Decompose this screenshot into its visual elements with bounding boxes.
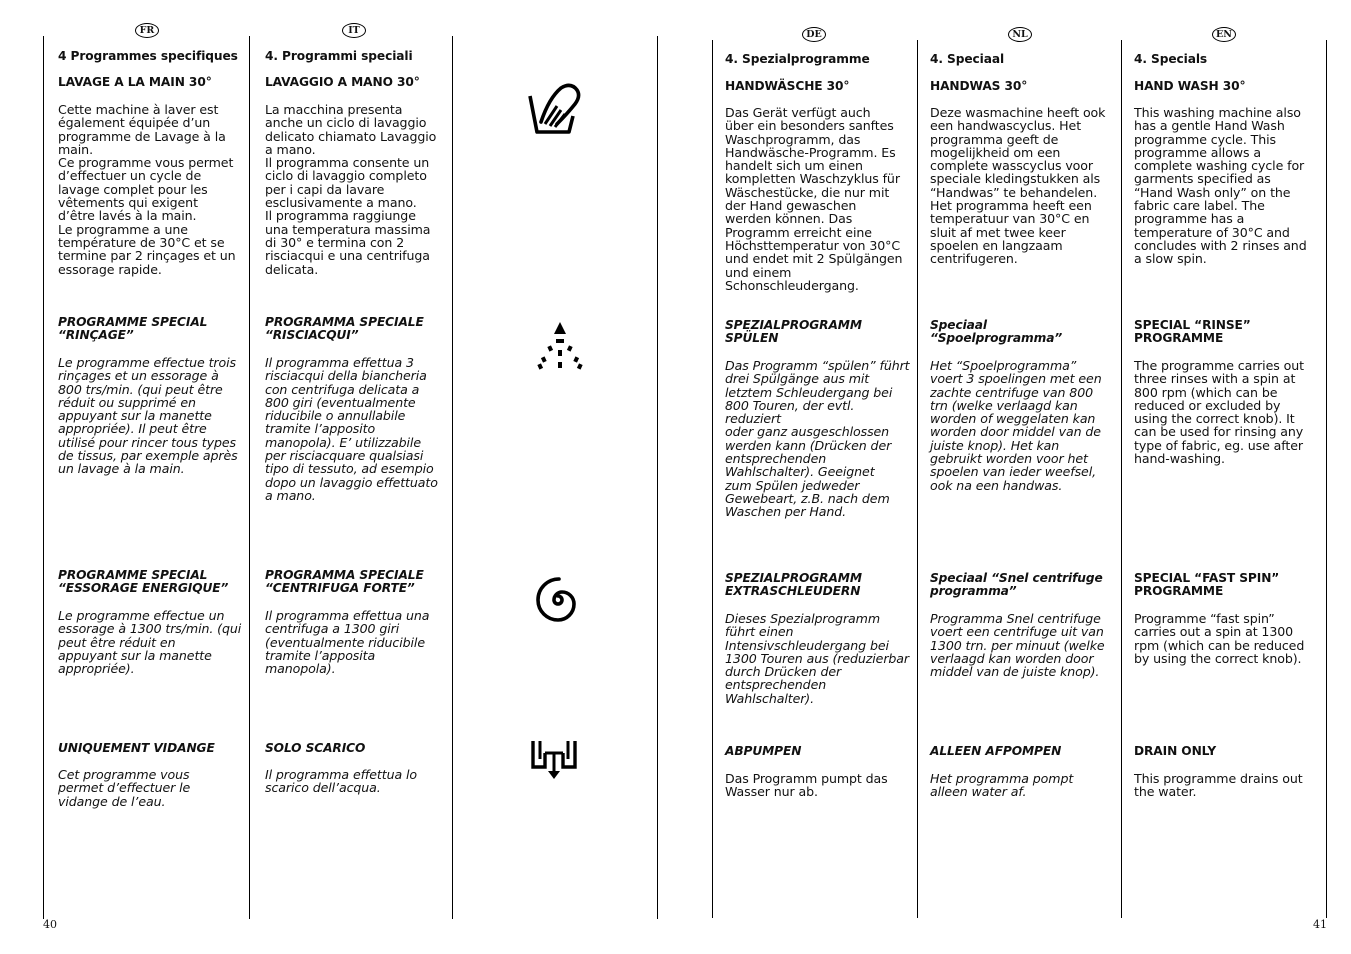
drain-text: Cet programme vous permet d’effectuer le vidange de l’eau.	[58, 767, 191, 809]
section-title: 4. Speciaal	[930, 52, 1005, 66]
rinse-text: Das Programm “spülen” führt drei Spülgänge aus mit letztem Schleudergang bei 800 Touren, der evtl. reduziert oder ganz ausgeschlossen werden kann (Drücken der entsprechenden Wahlschalter). Geeignet zum Spülen jedweder Gewebeart, z.B. nach dem Waschen per Hand.	[725, 358, 910, 520]
spin-text: Dieses Spezialprogramm führt einen Intensivschleudergang bei 1300 Touren aus (reduzierbar durch Drücken der entsprechenden Wahlschalter).	[725, 611, 909, 706]
column-nl	[930, 0, 1117, 954]
page-fold-divider	[657, 36, 658, 919]
section-title: 4. Spezialprogramme	[725, 52, 870, 66]
rinse-icon	[536, 320, 584, 372]
drain-text: This programme drains out the water.	[1134, 771, 1303, 800]
drain-text: Das Programm pumpt das Wasser nur ab.	[725, 771, 888, 800]
drain-text: Il programma effettua lo scarico dell’acqua.	[265, 767, 417, 796]
rinse-heading: Speciaal “Spoelprogramma”	[930, 318, 1063, 346]
rinse-text: Le programme effectue trois rinçages et un essorage à 800 trs/min. (qui peut être réduit ou supprimé en appuyant sur la manette appropriée). Il peut être utilisé pour rincer tous types de tissus, par exemple après un lavage à la main.	[58, 355, 238, 477]
spin-heading: SPEZIALPROGRAMM EXTRASCHLEUDERN	[725, 571, 862, 599]
hand-wash-text: Das Gerät verfügt auch über ein besonders sanftes Waschprogramm, das Handwäsche-Programm. Es handelt sich um einen kompletten Waschzyklus für Wäschestücke, die nur mit der Hand gewaschen werden können. Das Programm erreicht eine Höchsttemperatur von 30°C und endet mit 2 Spülgängen und einem Schonschleudergang.	[725, 105, 903, 293]
drain-heading: UNIQUEMENT VIDANGE	[58, 741, 215, 755]
spin-text: Le programme effectue un essorage à 1300 trs/min. (qui peut être réduit en appuyant sur la manette appropriée).	[58, 608, 242, 677]
drain-heading: ALLEEN AFPOMPEN	[930, 744, 1062, 758]
language-flag-en: EN	[1212, 27, 1236, 42]
spin-icon	[533, 575, 583, 625]
hand-wash-heading: HAND WASH 30°	[1134, 79, 1246, 93]
hand-wash-heading: HANDWÄSCHE 30°	[725, 79, 850, 93]
language-flag-de: DE	[802, 27, 826, 42]
column-divider	[452, 36, 453, 919]
hand-wash-heading: LAVAGGIO A MANO 30°	[265, 75, 420, 89]
spin-heading: PROGRAMME SPECIAL “ESSORAGE ENERGIQUE”	[58, 568, 229, 596]
language-flag-it: IT	[342, 23, 366, 38]
hand-wash-text: This washing machine also has a gentle Hand Wash programme cycle. This programme allows a complete washing cycle for garments specified as “Hand Wash only” on the fabric care label. The programme has a temperature of 30°C and concludes with 2 rinses and a slow spin.	[1134, 105, 1307, 267]
hand-wash-text: Cette machine à laver est également équipée d’un programme de Lavage à la main. Ce programme vous permet d’effectuer un cycle de lavage complet pour les vêtements qui exigent d’être lavés à la main. Le programme a une température de 30°C et se termine par 2 rinçages et un essorage rapide.	[58, 102, 236, 277]
rinse-text: Il programma effettua 3 risciacqui della biancheria con centrifuga delicata a 800 giri (eventualmente riducibile o annullabile tramite l’apposito manopola). E’ utilizzabile per risciacquare qualsiasi tipo di tessuto, ad esempio dopo un lavaggio effettuato a mano.	[265, 355, 438, 503]
hand-wash-heading: HANDWAS 30°	[930, 79, 1028, 93]
language-flag-nl: NL	[1008, 27, 1032, 42]
hand-wash-icon	[527, 80, 583, 140]
language-flag-fr: FR	[135, 23, 159, 38]
column-de	[725, 0, 912, 954]
rinse-heading: SPEZIALPROGRAMM SPÜLEN	[725, 318, 862, 346]
rinse-heading: PROGRAMMA SPECIALE “RISCIACQUI”	[265, 315, 424, 343]
rinse-text: Het “Spoelprogramma” voert 3 spoelingen met een zachte centrifuge van 800 trn (welke verlaagd kan worden of weggelaten kan worden door middel van de juiste knop). Het kan gebruikt worden voor het spoelen van ieder weefsel, ook na een handwas.	[930, 358, 1102, 493]
hand-wash-text: La macchina presenta anche un ciclo di lavaggio delicato chiamato Lavaggio a mano. Il programma consente un ciclo di lavaggio completo per i capi da lavare esclusivamente a mano. Il programma raggiunge una temperatura massima di 30° e termina con 2 risciacqui e una centrifuga delicata.	[265, 102, 437, 277]
page-number-left: 40	[43, 918, 57, 931]
column-divider	[1121, 40, 1122, 918]
section-title: 4. Programmi speciali	[265, 49, 413, 63]
rinse-heading: PROGRAMME SPECIAL “RINÇAGE”	[58, 315, 208, 343]
spin-text: Programma Snel centrifuge voert een centrifuge uit van 1300 trn. per minuut (welke verlaagd kan worden door middel van de juiste knop).	[930, 611, 1105, 680]
drain-text: Het programma pompt alleen water af.	[930, 771, 1074, 800]
drain-heading: DRAIN ONLY	[1134, 744, 1217, 758]
column-it	[265, 0, 447, 954]
column-divider	[249, 36, 250, 919]
hand-wash-text: Deze wasmachine heeft ook een handwascyclus. Het programma geeft de mogelijkheid om een complete wasscyclus voor speciale kledingstukken als “Handwas” te behandelen. Het programma heeft een temperatuur van 30°C en sluit af met twee keer spoelen en langzaam centrifugeren.	[930, 105, 1106, 267]
column-divider	[917, 40, 918, 918]
spin-heading: SPECIAL “FAST SPIN” PROGRAMME	[1134, 571, 1280, 599]
hand-wash-heading: LAVAGE A LA MAIN 30°	[58, 75, 212, 89]
spin-heading: Speciaal “Snel centrifuge programma”	[930, 571, 1103, 599]
section-title: 4. Specials	[1134, 52, 1208, 66]
drain-heading: SOLO SCARICO	[265, 741, 366, 755]
column-fr	[58, 0, 244, 954]
spin-text: Programme “fast spin” carries out a spin at 1300 rpm (which can be reduced by using the correct knob).	[1134, 611, 1305, 666]
spin-text: Il programma effettua una centrifuga a 1300 giri (eventualmente riducibile tramite l’apposita manopola).	[265, 608, 430, 677]
column-divider	[712, 40, 713, 918]
rinse-heading: SPECIAL “RINSE” PROGRAMME	[1134, 318, 1251, 346]
spin-heading: PROGRAMMA SPECIALE “CENTRIFUGA FORTE”	[265, 568, 424, 596]
column-en	[1134, 0, 1321, 954]
column-divider	[43, 36, 44, 919]
page-number-right: 41	[1313, 918, 1327, 931]
rinse-text: The programme carries out three rinses with a spin at 800 rpm (which can be reduced or excluded by using the correct knob). It can be used for rinsing any type of fabric, eg. use after hand-washing.	[1134, 358, 1304, 467]
drain-icon	[530, 733, 578, 781]
drain-heading: ABPUMPEN	[725, 744, 802, 758]
column-divider	[1326, 40, 1327, 918]
section-title: 4 Programmes specifiques	[58, 49, 238, 63]
